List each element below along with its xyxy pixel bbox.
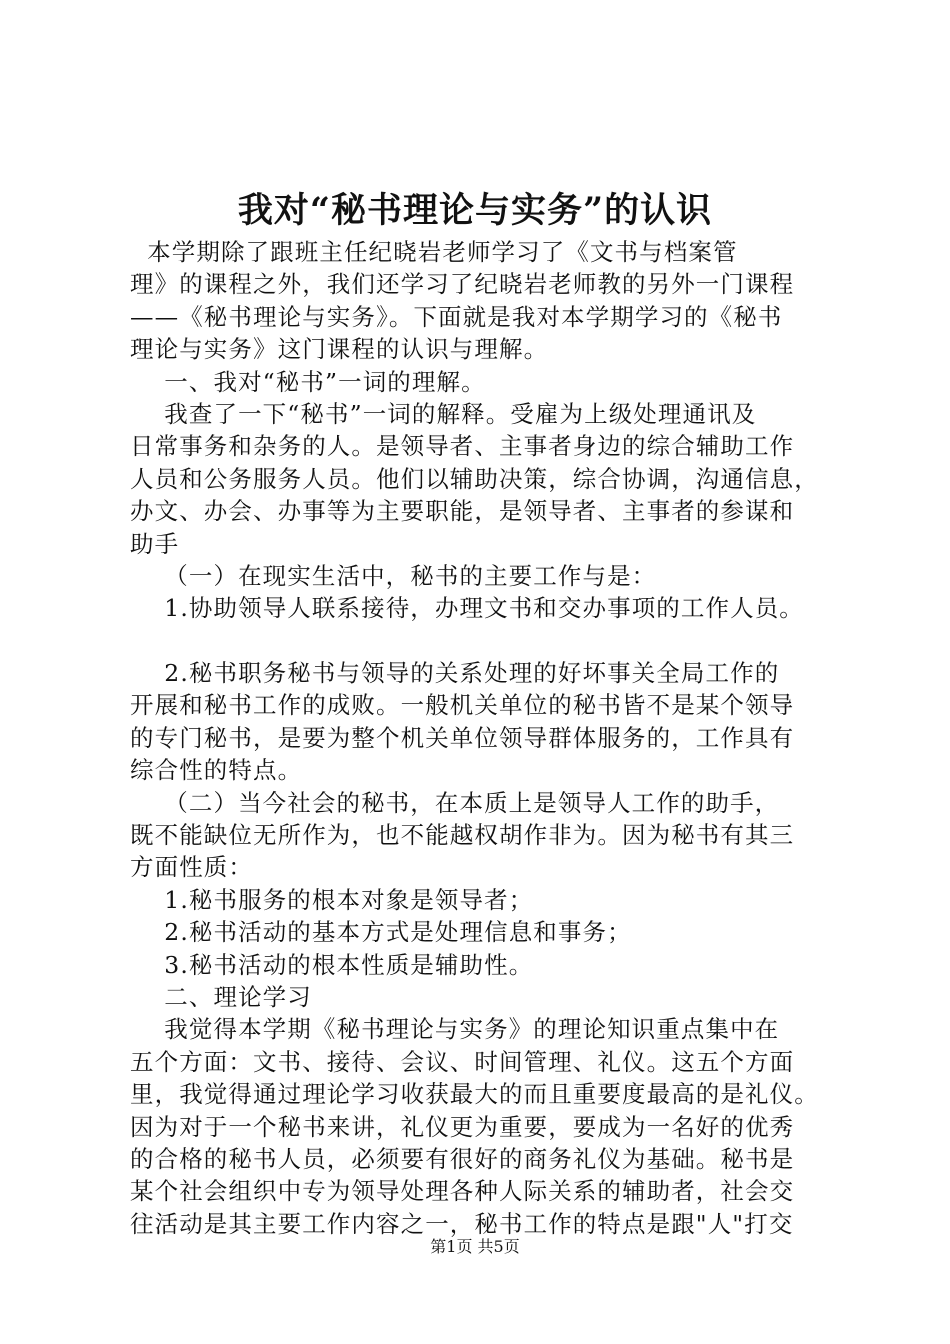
body-line: 往活动是其主要工作内容之一，秘书工作的特点是跟"人"打交	[130, 1209, 794, 1238]
body-line: 因为对于一个秘书来讲，礼仪更为重要，要成为一名好的优秀	[130, 1112, 795, 1141]
body-line: 理》的课程之外，我们还学习了纪晓岩老师教的另外一门课程	[130, 270, 795, 299]
body-line: 人员和公务服务人员。他们以辅助决策，综合协调，沟通信息，	[130, 464, 819, 493]
body-line: 里，我觉得通过理论学习收获最大的而且重要度最高的是礼仪。	[130, 1080, 819, 1109]
body-line: 的专门秘书，是要为整个机关单位领导群体服务的，工作具有	[130, 723, 795, 752]
body-line: 某个社会组织中专为领导处理各种人际关系的辅助者，社会交	[130, 1177, 795, 1206]
document-title: 我对“秘书理论与实务”的认识	[237, 190, 713, 231]
body-line: ——《秘书理论与实务》。下面就是我对本学期学习的《秘书	[130, 302, 783, 331]
body-line: 我觉得本学期《秘书理论与实务》的理论知识重点集中在	[130, 1015, 780, 1044]
list-item: 1.秘书服务的根本对象是领导者；	[130, 885, 534, 914]
body-line: 五个方面：文书、接待、会议、时间管理、礼仪。这五个方面	[130, 1047, 795, 1076]
body-line: 综合性的特点。	[130, 756, 303, 785]
blank-line	[130, 625, 835, 657]
body-line: 我查了一下“秘书”一词的解释。受雇为上级处理通讯及	[130, 400, 757, 429]
subsection-heading: （二）当今社会的秘书，在本质上是领导人工作的助手，	[130, 788, 780, 817]
document-body	[130, 236, 835, 1240]
page-number-footer: 第1页 共5页	[430, 1237, 520, 1256]
body-line: 日常事务和杂务的人。是领导者、主事者身边的综合辅助工作	[130, 432, 795, 461]
body-line: 办文、办会、办事等为主要职能，是领导者、主事者的参谋和	[130, 497, 795, 526]
body-line: 的合格的秘书人员，必须要有很好的商务礼仪为基础。秘书是	[130, 1144, 795, 1173]
body-line: 方面性质：	[130, 853, 253, 882]
subsection-heading: （一）在现实生活中，秘书的主要工作与是：	[130, 562, 657, 591]
section-heading: 二、理论学习	[130, 982, 312, 1011]
list-item: 3.秘书活动的根本性质是辅助性。	[130, 950, 534, 979]
body-line: 本学期除了跟班主任纪晓岩老师学习了《文书与档案管	[130, 238, 738, 266]
body-line: 既不能缺位无所作为，也不能越权胡作非为。因为秘书有其三	[130, 820, 795, 849]
list-item: 2.秘书职务秘书与领导的关系处理的好坏事关全局工作的	[130, 658, 780, 687]
body-line: 开展和秘书工作的成败。一般机关单位的秘书皆不是某个领导	[130, 691, 795, 720]
list-item: 2.秘书活动的基本方式是处理信息和事务；	[130, 918, 632, 947]
list-item: 1.协助领导人联系接待，办理文书和交办事项的工作人员。	[130, 594, 804, 623]
body-line: 助手	[130, 529, 180, 558]
body-line: 理论与实务》这门课程的认识与理解。	[130, 335, 549, 364]
section-heading: 一、我对“秘书”一词的理解。	[130, 367, 486, 396]
